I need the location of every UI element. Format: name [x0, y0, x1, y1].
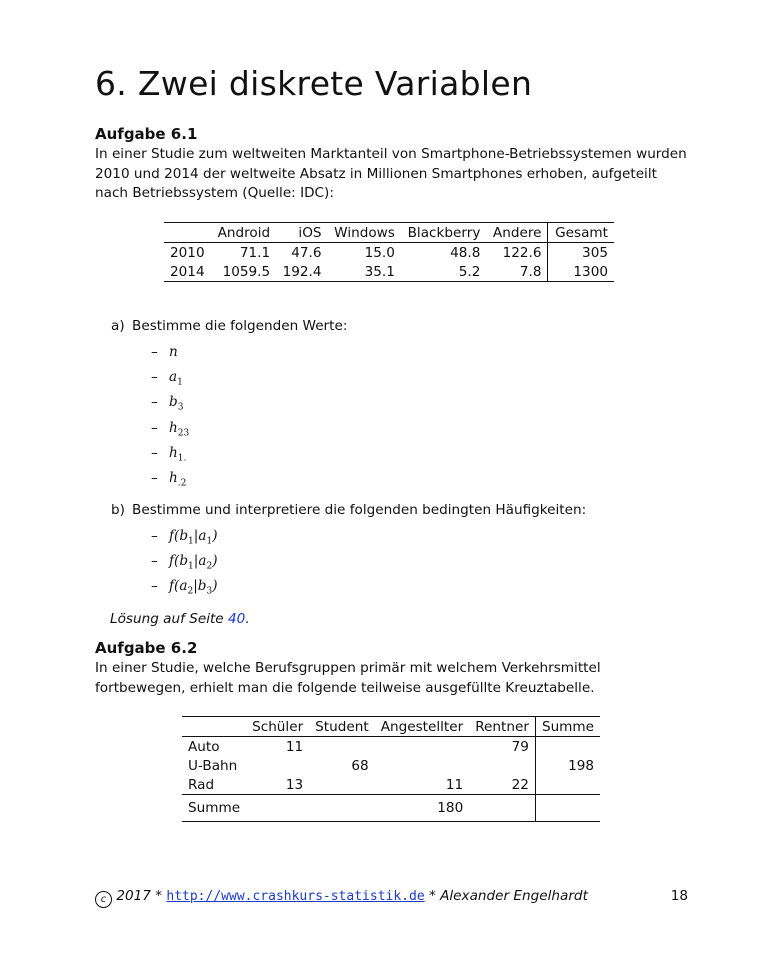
table-cell: 5.2	[401, 262, 487, 282]
table-sum-row	[182, 795, 600, 822]
list-item: – n	[151, 344, 178, 360]
table-cell: 2014	[164, 262, 211, 282]
table-cell: Auto	[182, 737, 246, 757]
table-cell: 47.6	[276, 243, 327, 263]
table-cell: 48.8	[401, 243, 487, 263]
question-a-text: Bestimme die folgenden Werte:	[132, 318, 348, 334]
table-cell	[246, 795, 309, 822]
table-header-cell: Angestellter	[375, 717, 470, 737]
table-cell	[309, 775, 375, 795]
table-cell: 305	[548, 243, 614, 263]
chapter-title: 6. Zwei diskrete Variablen	[95, 64, 533, 103]
table-cell: 1300	[548, 262, 614, 282]
task-6-1-heading: Aufgabe 6.1	[95, 125, 198, 143]
table-header-cell: Gesamt	[548, 223, 614, 243]
task-6-2-text: In einer Studie, welche Berufsgruppen primär mit welchem Verkehrsmittel fortbewegen, erhielt man die folgende teilweise ausgefüllte Kreuztabelle.	[95, 660, 601, 696]
table-cell	[535, 795, 600, 822]
table-cell: 71.1	[211, 243, 276, 263]
table-cell: 122.6	[486, 243, 548, 263]
list-item: – $h_{1.}$	[151, 445, 187, 464]
table-row	[182, 775, 600, 795]
page-number: 18	[670, 888, 688, 904]
page-footer	[95, 888, 688, 908]
table-cell: 79	[469, 737, 535, 757]
list-item: – $h_{.2}$	[151, 470, 187, 489]
table-cell: 68	[351, 757, 369, 774]
table-cell: 7.8	[486, 262, 548, 282]
footer-author: * Alexander Engelhardt	[424, 888, 588, 904]
table-cell: 35.1	[328, 262, 401, 282]
table-row	[164, 243, 614, 263]
table-cell: 2010	[164, 243, 211, 263]
table-cell: 1059.5	[211, 262, 276, 282]
copyright-icon: c	[95, 891, 112, 908]
table-row	[182, 737, 600, 757]
table-cell	[469, 756, 535, 775]
table-cell	[375, 737, 470, 757]
question-b-text: Bestimme und interpretiere die folgenden bedingten Häufigkeiten:	[132, 502, 587, 518]
table-cell	[535, 737, 600, 757]
solution-reference: Lösung auf Seite 40.	[110, 611, 250, 627]
task-6-1-text: In einer Studie zum weltweiten Marktanteil von Smartphone-Betriebssystemen wurden 2010 und 2014 der weltweite Absatz in Millionen Smartphones erhoben, aufgeteilt nach Betriebssystem (Quelle: IDC):	[95, 146, 687, 201]
table-cell: 11	[445, 776, 464, 793]
table-cell	[535, 775, 600, 795]
task-6-2-heading: Aufgabe 6.2	[95, 639, 198, 657]
list-item: – $a_1$	[151, 369, 183, 388]
smartphone-table	[164, 222, 614, 282]
table-cell: 180	[375, 795, 470, 822]
list-item: – $f(b_1|a_1)$	[151, 528, 218, 547]
table-cell: 13	[285, 776, 304, 793]
table-cell: 192.4	[276, 262, 327, 282]
list-item: – $f(a_2|b_3)$	[151, 578, 218, 597]
question-a-label: a)	[111, 318, 125, 334]
table-cell: Rad	[188, 776, 215, 793]
list-item: – $b_3$	[151, 394, 184, 413]
table-cell: 15.0	[328, 243, 401, 263]
table-row	[182, 756, 600, 775]
table-cell	[375, 756, 470, 775]
table-header-cell: Blackberry	[401, 223, 487, 243]
table-header-cell	[164, 223, 211, 243]
table-cell: 198	[568, 757, 595, 774]
solution-page-link[interactable]: 40	[228, 611, 246, 627]
list-item: – $f(b_1|a_2)$	[151, 553, 218, 572]
cross-table	[182, 716, 600, 822]
table-cell: 22	[469, 775, 535, 795]
table-cell: Summe	[182, 795, 246, 822]
table-header-row	[164, 223, 614, 243]
footer-year: 2017 *	[116, 888, 167, 904]
table-header-cell	[182, 717, 246, 737]
table-header-cell: Summe	[535, 717, 600, 737]
website-link[interactable]: http://www.crashkurs-statistik.de	[166, 889, 425, 904]
table-header-cell: iOS	[276, 223, 327, 243]
table-cell	[309, 737, 375, 757]
table-cell	[246, 756, 309, 775]
table-header-cell: Rentner	[469, 717, 535, 737]
table-header-row	[182, 717, 600, 737]
table-header-cell: Android	[211, 223, 276, 243]
table-cell	[309, 795, 375, 822]
table-header-cell: Student	[309, 717, 375, 737]
list-item: – $h_{23}$	[151, 420, 190, 439]
table-header-cell: Windows	[328, 223, 401, 243]
table-cell: 11	[246, 737, 309, 757]
table-row	[164, 262, 614, 282]
table-header-cell: Andere	[486, 223, 548, 243]
table-cell: U-Bahn	[188, 757, 238, 774]
table-header-cell: Schüler	[246, 717, 309, 737]
question-b-label: b)	[111, 502, 125, 518]
table-cell	[469, 795, 535, 822]
